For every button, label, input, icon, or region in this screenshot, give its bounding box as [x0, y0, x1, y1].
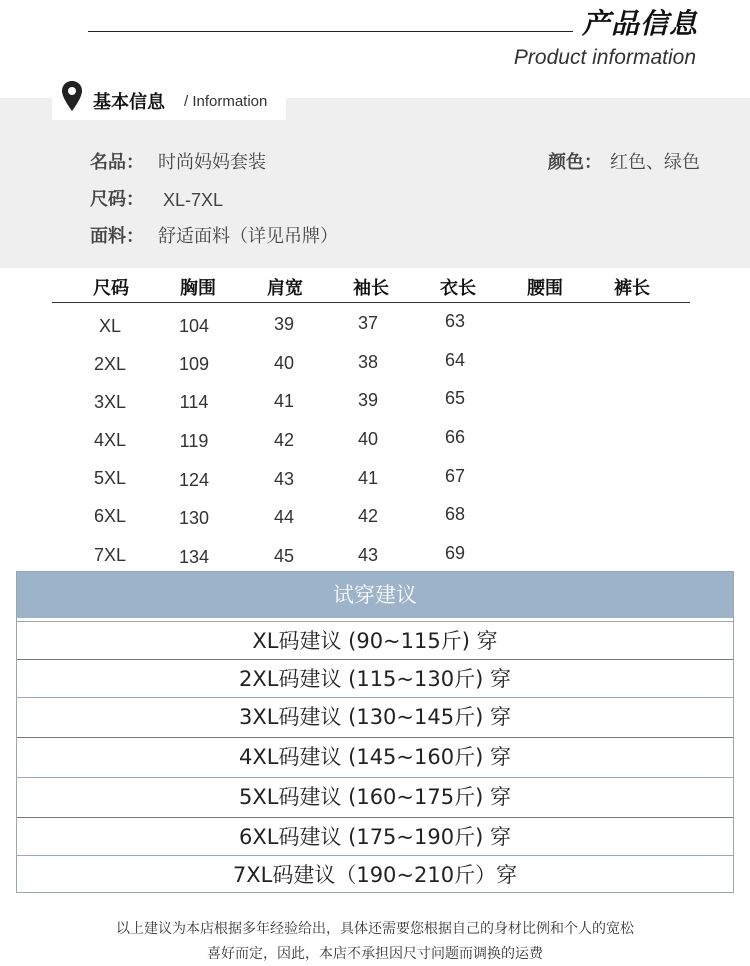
fabric-label: 面料： — [90, 226, 144, 247]
table-cell: 65 — [444, 388, 466, 408]
fabric-value: 舒适面料（详见吊牌） — [158, 226, 338, 247]
suggestion-row: 2XL码建议 (115~130斤) 穿 — [17, 659, 733, 697]
suggestion-row: XL码建议 (90~115斤) 穿 — [17, 621, 733, 659]
page-title: 产品信息 — [581, 7, 698, 40]
table-cell: 130 — [178, 508, 210, 528]
table-cell: 104 — [178, 316, 210, 336]
table-cell: 44 — [273, 507, 295, 527]
table-cell: 124 — [178, 470, 210, 490]
table-cell: 64 — [444, 350, 466, 370]
page-subtitle: Product information — [513, 46, 696, 69]
footer-note-line2: 喜好而定，因此，本店不承担因尺寸问题而调换的运费 — [207, 946, 543, 962]
table-cell: 7XL — [93, 545, 127, 565]
suggestion-row: 5XL码建议 (160~175斤) 穿 — [17, 777, 733, 815]
size-label: 尺码： — [90, 189, 144, 210]
table-cell: 43 — [273, 469, 295, 489]
suggestion-title: 试穿建议 — [17, 572, 733, 618]
color-label: 颜色： — [548, 152, 602, 173]
table-cell: 41 — [357, 468, 379, 488]
info-tag-label: 基本信息 — [93, 92, 165, 113]
table-cell: 2XL — [93, 354, 127, 374]
suggestion-row: 6XL码建议 (175~190斤) 穿 — [17, 817, 733, 855]
table-cell: 37 — [357, 313, 379, 333]
table-cell: 114 — [179, 392, 209, 412]
table-cell: 3XL — [93, 392, 127, 412]
table-cell: 66 — [444, 427, 466, 447]
table-cell: 42 — [357, 506, 379, 526]
suggestion-row: 4XL码建议 (145~160斤) 穿 — [17, 737, 733, 775]
col-header-waist: 腰围 — [527, 278, 563, 299]
table-cell: 40 — [357, 429, 379, 449]
table-cell: XL — [98, 316, 122, 336]
table-cell: 63 — [444, 311, 466, 331]
suggestion-row: 3XL码建议 (130~145斤) 穿 — [17, 697, 733, 735]
table-cell: 69 — [444, 543, 466, 563]
name-label: 名品： — [90, 152, 144, 173]
table-cell: 6XL — [93, 506, 127, 526]
table-cell: 4XL — [93, 430, 127, 450]
table-cell: 38 — [357, 352, 379, 372]
table-divider — [52, 302, 690, 303]
table-cell: 43 — [357, 545, 379, 565]
table-cell: 5XL — [93, 468, 127, 488]
footer-note-line1: 以上建议为本店根据多年经验给出，具体还需要您根据自己的身材比例和个人的宽松 — [116, 921, 634, 937]
table-cell: 39 — [273, 314, 295, 334]
table-cell: 40 — [273, 353, 295, 373]
suggestion-row: 7XL码建议（190~210斤）穿 — [17, 855, 733, 893]
table-cell: 68 — [444, 504, 466, 524]
table-cell: 41 — [273, 391, 295, 411]
col-header-length: 衣长 — [440, 278, 476, 299]
size-value: XL-7XL — [163, 190, 224, 210]
table-cell: 67 — [444, 466, 466, 486]
color-value: 红色、绿色 — [610, 152, 700, 173]
table-cell: 45 — [273, 546, 295, 566]
table-cell: 39 — [357, 390, 379, 410]
info-tag-label-en: / Information — [184, 93, 268, 110]
header-divider — [88, 31, 573, 32]
col-header-size: 尺码 — [93, 278, 129, 299]
table-cell: 109 — [178, 354, 210, 374]
col-header-shoulder: 肩宽 — [267, 278, 303, 299]
table-cell: 42 — [273, 430, 295, 450]
name-value: 时尚妈妈套装 — [158, 152, 266, 173]
table-cell: 119 — [179, 431, 209, 451]
col-header-pants: 裤长 — [614, 278, 650, 299]
table-cell: 134 — [178, 547, 210, 567]
col-header-sleeve: 袖长 — [353, 278, 389, 299]
col-header-chest: 胸围 — [180, 278, 216, 299]
location-pin-icon — [61, 80, 83, 112]
